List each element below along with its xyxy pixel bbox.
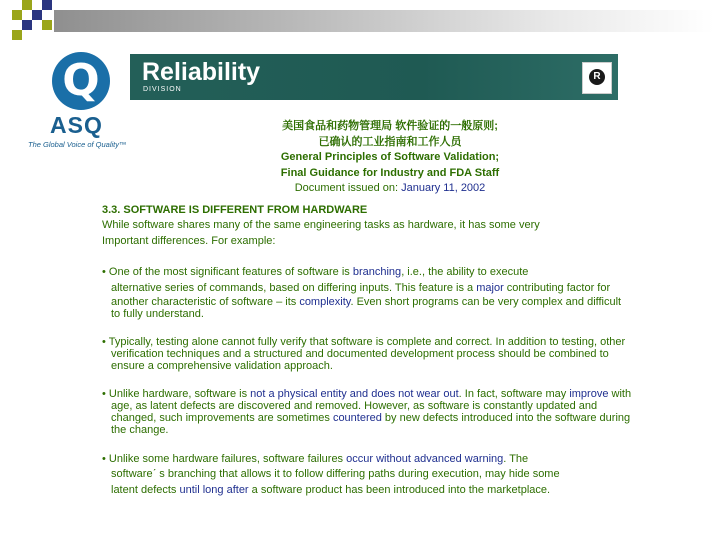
- reliability-banner: [130, 54, 618, 100]
- bullet-1-line: to fully understand.: [111, 308, 204, 321]
- intro-line: While software shares many of the same engineering tasks as hardware, it has some very: [102, 219, 540, 232]
- text-run: • Unlike hardware, software is: [102, 388, 251, 401]
- bullet-3-line: [102, 412, 692, 424]
- text-run: • One of the most significant features of software is: [102, 266, 353, 279]
- decor-square: [22, 0, 32, 10]
- bullet-3-line: [102, 388, 692, 400]
- asq-logo: [22, 52, 140, 152]
- emphasis-complexity: complexity: [299, 296, 351, 309]
- document-title: [200, 119, 580, 197]
- text-run: with: [608, 388, 632, 401]
- issued-date: January 11, 2002: [401, 182, 486, 194]
- text-run: latent defects: [111, 483, 180, 496]
- emphasis-countered: countered: [332, 412, 382, 425]
- emphasis-major: major: [476, 281, 504, 294]
- emphasis-improve: improve: [569, 388, 609, 401]
- emphasis-branching: branching: [352, 266, 402, 279]
- text-run: contributing factor for: [503, 281, 611, 294]
- title-en-line2: Final Guidance for Industry and FDA Staff: [280, 166, 500, 179]
- emphasis-until-long-after: until long after: [179, 483, 249, 496]
- text-run: another characteristic of software – its: [111, 296, 300, 309]
- section-content: [102, 203, 692, 498]
- decor-square: [12, 10, 22, 20]
- bullet-2-line: verification techniques and a structured and documented development process should be combined to: [111, 348, 609, 361]
- banner-badge: [582, 62, 612, 94]
- banner-subtitle: DIVISION: [143, 86, 182, 93]
- decor-square: [32, 10, 42, 20]
- text-run: , i.e., the ability to execute: [401, 266, 529, 279]
- asq-q-letter: Q: [62, 55, 100, 106]
- bullet-2-line: ensure a comprehensive validation approach.: [111, 360, 333, 373]
- text-run: • Unlike some hardware failures, software failures: [102, 453, 347, 466]
- text-run: . The: [503, 453, 529, 466]
- issued-line: [200, 181, 580, 197]
- intro-line: Important differences. For example:: [102, 234, 276, 247]
- text-run: a software product has been introduced into the marketplace.: [248, 483, 551, 496]
- emphasis-no-warning: occur without advanced warning: [346, 453, 504, 466]
- asq-name: ASQ: [50, 112, 103, 138]
- issued-label: Document issued on:: [294, 182, 402, 194]
- bullet-3-line: the change.: [111, 424, 169, 437]
- bullet-1-line: [102, 265, 692, 280]
- text-run: . Even short programs can be very complex and difficult: [350, 296, 622, 309]
- text-run: alternative series of commands, based on differing inputs. This feature is a: [111, 281, 477, 294]
- section-heading: 3.3. SOFTWARE IS DIFFERENT FROM HARDWARE: [102, 204, 368, 216]
- decor-square: [42, 20, 52, 30]
- bullet-4-line: [102, 483, 692, 498]
- text-run: . In fact, software may: [458, 388, 570, 401]
- title-cn-line1: 美国食品和药物管理局 软件验证的一般原则;: [282, 120, 498, 132]
- decor-square: [42, 0, 52, 10]
- text-run: changed, such improvements are sometimes: [111, 412, 333, 425]
- bullet-2-line: • Typically, testing alone cannot fully verify that software is complete and correct. In addition to testing, other: [102, 336, 626, 349]
- bullet-4-line: [102, 452, 692, 467]
- text-run: by new defects introduced into the software during: [381, 412, 631, 425]
- top-gradient-bar: [54, 10, 714, 32]
- emphasis-physical-entity: not a physical entity and does not wear out: [250, 388, 459, 401]
- bullet-4-line: softwareˊ s branching that allows it to follow differing paths during execution, may hide some: [111, 468, 560, 481]
- badge-r-icon: R: [589, 69, 605, 85]
- decor-square: [22, 20, 32, 30]
- asq-tagline: The Global Voice of Quality™: [28, 140, 127, 149]
- bullet-1-line: [102, 296, 692, 308]
- title-en-line1: General Principles of Software Validation;: [280, 151, 500, 163]
- bullet-1-line: [102, 281, 692, 296]
- decor-square: [12, 30, 22, 40]
- bullet-3-line: age, as latent defects are discovered and removed. However, as software is constantly updated and: [111, 400, 598, 413]
- title-cn-line2: 已确认的工业指南和工作人员: [318, 135, 462, 148]
- banner-title: Reliability: [142, 58, 261, 86]
